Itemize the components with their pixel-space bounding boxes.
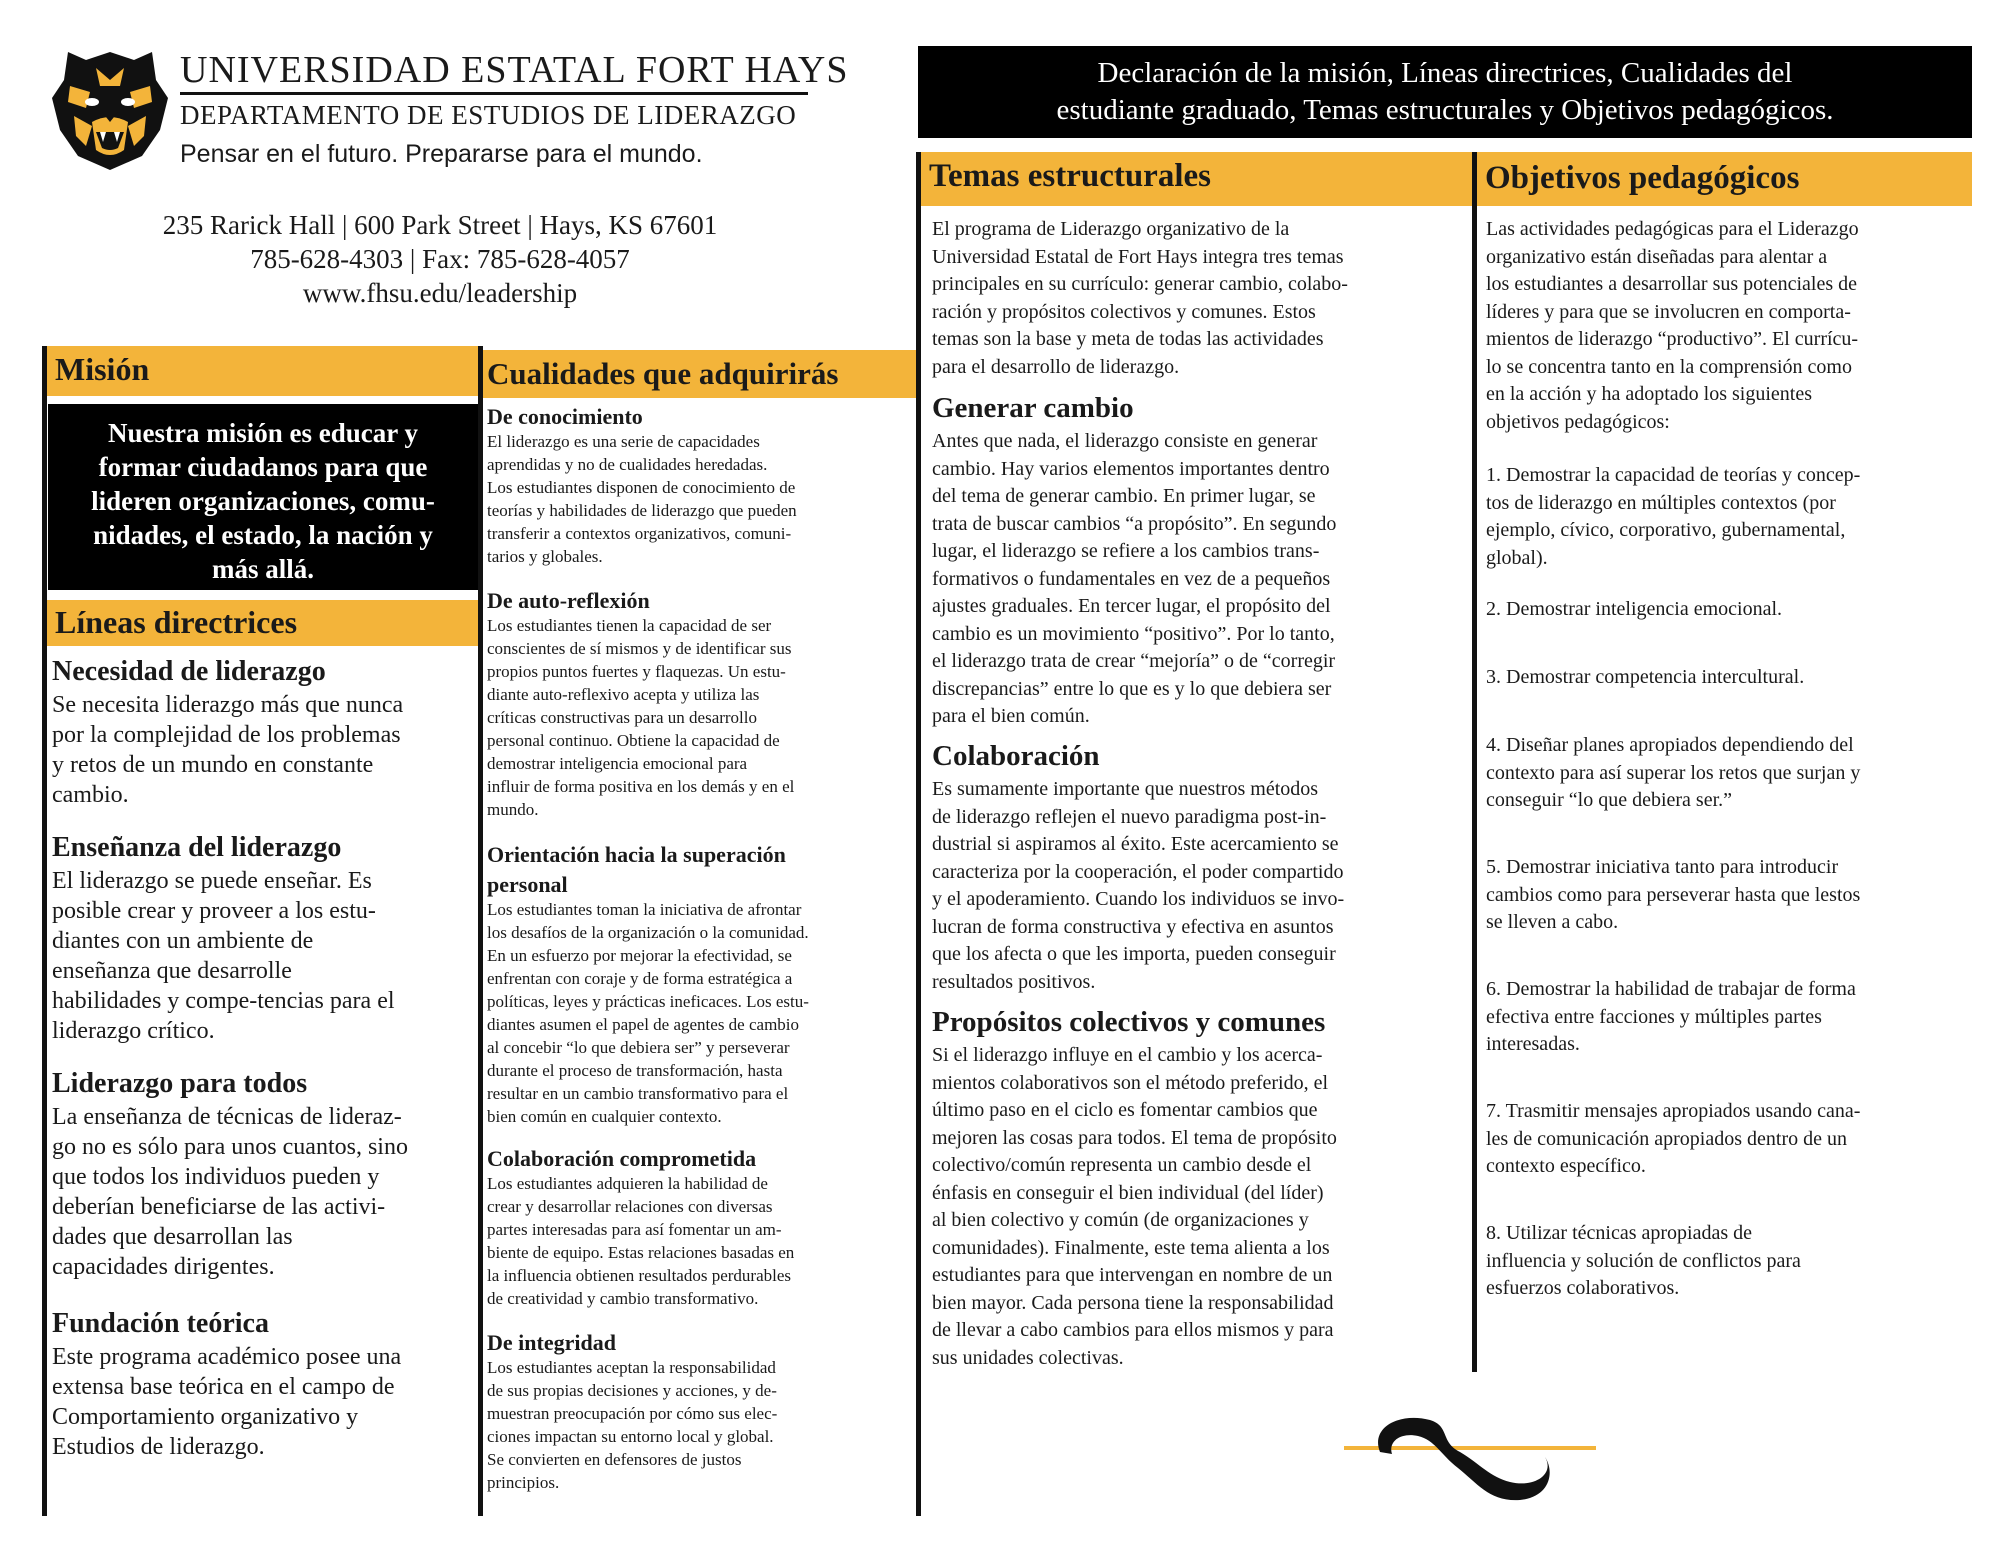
text-line: En un esfuerzo por mejorar la efectividad, se	[487, 946, 792, 965]
column-rule	[1472, 152, 1477, 1372]
text-line: propios puntos fuertes y flaquezas. Un estu-	[487, 662, 786, 681]
mision-heading: Misión	[47, 346, 478, 396]
text-line: durante el proceso de transformación, hasta	[487, 1061, 783, 1080]
text-line: capacidades dirigentes.	[52, 1254, 275, 1280]
text-line: influencia y solución de conflictos para	[1486, 1249, 1801, 1272]
text-line: resultar en un cambio transformativo para el	[487, 1084, 789, 1103]
text-line: estudiantes para que intervengan en nombre de un	[932, 1264, 1333, 1286]
cualidad-text	[487, 430, 797, 568]
text-line: conscientes de sí mismos y de identificar sus	[487, 639, 792, 658]
text-line: 7. Trasmitir mensajes apropiados usando cana-	[1486, 1100, 1861, 1122]
text-line: el liderazgo trata de crear “mejoría” o de “corregir	[932, 650, 1336, 672]
text-line: políticas, leyes y prácticas ineficaces. Los estu-	[487, 992, 809, 1011]
text-line: sus unidades colectivas.	[932, 1346, 1124, 1369]
text-line: diantes con un ambiente de	[52, 928, 314, 954]
text-line: Los estudiantes aceptan la responsabilidad	[487, 1358, 776, 1377]
address: 235 Rarick Hall | 600 Park Street | Hays, KS 67601	[162, 210, 718, 240]
cualidad-text	[487, 898, 809, 1128]
text-line: organizativo están diseñadas para alentar a	[1486, 245, 1828, 268]
text-line: personal continuo. Obtiene la capacidad de	[487, 731, 780, 750]
text-line: líderes y para que se involucren en comporta-	[1486, 300, 1851, 323]
objetivo-item	[1486, 1220, 1801, 1303]
text-line: diantes asumen el papel de agentes de cambio	[487, 1015, 800, 1034]
text-line: último paso en el ciclo es fomentar cambios que	[932, 1099, 1318, 1121]
text-line: 5. Demostrar iniciativa tanto para introducir	[1486, 856, 1839, 878]
cualidad-title-line: personal	[487, 872, 568, 897]
text-line: extensa base teórica en el campo de	[52, 1374, 395, 1400]
university-name: UNIVERSIDAD ESTATAL FORT HAYS	[180, 49, 849, 91]
banner-line: Declaración de la misión, Líneas directrices, Cualidades del	[1097, 57, 1793, 89]
text-line: dustrial si aspiramos al éxito. Este acercamiento se	[932, 833, 1339, 855]
text-line: comunidades). Finalmente, este tema alienta a los	[932, 1236, 1330, 1259]
text-line: aprendidas y no de cualidades heredadas.	[487, 455, 768, 474]
text-line: de llevar a cabo cambios para ellos mismos y para	[932, 1319, 1334, 1341]
text-line: ejemplo, cívico, corporativo, gubernamental,	[1486, 519, 1846, 541]
tema-text	[932, 776, 1344, 996]
cualidades-heading: Cualidades que adquirirás	[483, 350, 916, 398]
text-line: partes interesadas para así fomentar un am-	[487, 1220, 782, 1239]
text-line: y retos de un mundo en constante	[52, 752, 374, 778]
text-line: go no es sólo para unos cuantos, sino	[52, 1134, 408, 1160]
text-line: colectivo/común representa un cambio desde el	[932, 1154, 1312, 1176]
lineas-item-title: Fundación teórica	[52, 1308, 269, 1339]
text-line: por la complejidad de los problemas	[52, 722, 401, 748]
text-line: 3. Demostrar competencia intercultural.	[1486, 666, 1805, 688]
objetivo-item	[1486, 976, 1856, 1059]
cualidad-title: De auto-reflexión	[487, 588, 650, 613]
text-line: 2. Demostrar inteligencia emocional.	[1486, 598, 1783, 620]
objetivos-intro	[1486, 216, 1859, 436]
text-line: principales en su currículo: generar cambio, colabo-	[932, 273, 1348, 295]
text-line: Es sumamente importante que nuestros métodos	[932, 778, 1319, 800]
text-line: mejoren las cosas para todos. El tema de propósito	[932, 1126, 1337, 1149]
swash-ornament-icon	[1340, 1402, 1600, 1512]
text-line: que todos los individuos pueden y	[52, 1164, 380, 1190]
objetivo-item	[1486, 664, 1804, 692]
text-line: Los estudiantes toman la iniciativa de afrontar	[487, 900, 802, 919]
text-line: 6. Demostrar la habilidad de trabajar de forma	[1486, 978, 1856, 1000]
banner-line: estudiante graduado, Temas estructurales y Objetivos pedagógicos.	[1056, 94, 1834, 126]
lineas-item-title: Liderazgo para todos	[52, 1068, 308, 1099]
text-line: los desafíos de la organización o la comunidad.	[487, 923, 809, 942]
column-rule	[42, 346, 47, 1516]
text-line: 4. Diseñar planes apropiados dependiendo del	[1486, 734, 1854, 756]
text-line: posible crear y proveer a los estu-	[52, 898, 376, 924]
lineas-item-text	[52, 1342, 401, 1462]
text-line: efectiva entre facciones y múltiples partes	[1486, 1005, 1822, 1028]
text-line: bien mayor. Cada persona tiene la responsabilidad	[932, 1291, 1334, 1314]
text-line: cambio.	[52, 782, 129, 808]
objetivo-item	[1486, 732, 1860, 815]
text-line: tos de liderazgo en múltiples contextos (por	[1486, 491, 1836, 514]
text-line: 8. Utilizar técnicas apropiadas de	[1486, 1222, 1752, 1244]
text-line: cambio es un movimiento “positivo”. Por lo tanto,	[932, 622, 1335, 645]
objetivo-item	[1486, 1098, 1860, 1181]
mission-line: formar ciudadanos para que	[98, 452, 428, 482]
text-line: que los afecta o que les importa, pueden conseguir	[932, 943, 1336, 965]
text-line: conseguir “lo que debiera ser.”	[1486, 789, 1733, 811]
text-line: caracteriza por la cooperación, el poder compartido	[932, 860, 1344, 883]
title-rule	[180, 92, 808, 95]
cualidad-title: De conocimiento	[487, 404, 643, 429]
text-line: Comportamiento organizativo y	[52, 1404, 359, 1430]
temas-heading: Temas estructurales	[921, 152, 1472, 206]
text-line: del tema de generar cambio. En primer lugar, se	[932, 485, 1316, 507]
text-line: liderazgo crítico.	[52, 1018, 215, 1044]
text-line: biente de equipo. Estas relaciones basadas en	[487, 1243, 795, 1262]
cualidad-text	[487, 1356, 777, 1494]
text-line: diante auto-reflexivo acepta y utiliza las	[487, 685, 760, 704]
phone-fax: 785-628-4303 | Fax: 785-628-4057	[250, 244, 630, 274]
text-line: de liderazgo reflejen el nuevo paradigma post-in-	[932, 805, 1327, 828]
mission-line: más allá.	[211, 554, 314, 584]
mission-statement	[48, 404, 478, 590]
text-line: resultados positivos.	[932, 970, 1096, 993]
text-line: Estudios de liderazgo.	[52, 1434, 265, 1460]
lineas-item-text	[52, 866, 395, 1046]
text-line: lucran de forma constructiva y efectiva en asuntos	[932, 915, 1334, 938]
text-line: cambios como para perseverar hasta que lestos	[1486, 883, 1861, 906]
text-line: al bien colectivo y común (de organizaciones y	[932, 1209, 1309, 1231]
text-line: interesadas.	[1486, 1033, 1580, 1055]
text-line: Si el liderazgo influye en el cambio y los acerca-	[932, 1044, 1323, 1066]
objetivo-item	[1486, 596, 1782, 624]
tiger-head-icon	[46, 46, 174, 174]
text-line: Universidad Estatal de Fort Hays integra tres temas	[932, 245, 1344, 268]
text-line: La enseñanza de técnicas de lideraz-	[52, 1104, 402, 1130]
text-line: El programa de Liderazgo organizativo de la	[932, 218, 1290, 240]
text-line: demostrar inteligencia emocional para	[487, 754, 748, 773]
text-line: 1. Demostrar la capacidad de teorías y concep-	[1486, 464, 1861, 486]
text-line: los estudiantes a desarrollar sus potenciales de	[1486, 273, 1857, 295]
text-line: para el desarrollo de liderazgo.	[932, 355, 1180, 378]
text-line: mientos de liderazgo “productivo”. El currícu-	[1486, 328, 1859, 350]
text-line: Los estudiantes disponen de conocimiento de	[487, 478, 796, 497]
column-rule	[478, 346, 483, 1516]
tagline: Pensar en el futuro. Prepararse para el mundo.	[180, 140, 703, 168]
text-line: se lleven a cabo.	[1486, 911, 1619, 933]
text-line: enfrentan con coraje y de forma estratégica a	[487, 969, 793, 988]
objetivo-item	[1486, 854, 1860, 937]
text-line: cambio. Hay varios elementos importantes dentro	[932, 457, 1330, 480]
website-link[interactable]: www.fhsu.edu/leadership	[302, 278, 578, 308]
text-line: Las actividades pedagógicas para el Liderazgo	[1486, 218, 1859, 240]
text-line: para el bien común.	[932, 705, 1090, 727]
text-line: Este programa académico posee una	[52, 1344, 402, 1370]
text-line: y el apoderamiento. Cuando los individuos se invo-	[932, 888, 1345, 910]
text-line: muestran preocupación por cómo sus elec-	[487, 1404, 778, 1423]
text-line: bien común en cualquier contexto.	[487, 1107, 722, 1126]
text-line: crear y desarrollar relaciones con diversas	[487, 1197, 773, 1216]
text-line: deberían beneficiarse de las activi-	[52, 1194, 386, 1220]
text-line: enseñanza que desarrolle	[52, 958, 292, 984]
lineas-item-title: Enseñanza del liderazgo	[52, 832, 342, 863]
text-line: teorías y habilidades de liderazgo que pueden	[487, 501, 797, 520]
cualidad-title-line: Orientación hacia la superación	[487, 842, 786, 867]
objetivo-item	[1486, 462, 1860, 572]
text-line: Los estudiantes tienen la capacidad de ser	[487, 616, 772, 635]
cualidad-title: De integridad	[487, 1330, 616, 1355]
tema-title: Propósitos colectivos y comunes	[932, 1006, 1326, 1038]
text-line: mientos colaborativos son el método preferido, el	[932, 1071, 1329, 1094]
text-line: El liderazgo se puede enseñar. Es	[52, 868, 372, 894]
text-line: objetivos pedagógicos:	[1486, 410, 1670, 433]
text-line: ajustes graduales. En tercer lugar, el propósito del	[932, 595, 1331, 617]
text-line: ración y propósitos colectivos y comunes. Estos	[932, 300, 1316, 323]
text-line: Se necesita liderazgo más que nunca	[52, 692, 404, 718]
text-line: transferir a contextos organizativos, comuni-	[487, 524, 792, 543]
text-line: trata de buscar cambios “a propósito”. En segundo	[932, 512, 1337, 535]
text-line: les de comunicación apropiados dentro de un	[1486, 1127, 1847, 1150]
text-line: dades que desarrollan las	[52, 1224, 293, 1250]
mission-line: nidades, el estado, la nación y	[93, 520, 433, 550]
text-line: habilidades y compe-tencias para el	[52, 988, 395, 1014]
text-line: lugar, el liderazgo se refiere a los cambios trans-	[932, 540, 1320, 562]
cualidad-title: Colaboración comprometida	[487, 1146, 757, 1171]
text-line: la influencia obtienen resultados perdurables	[487, 1266, 791, 1285]
text-line: influir de forma positiva en los demás y en el	[487, 777, 795, 796]
text-line: principios.	[487, 1473, 560, 1492]
cualidad-text	[487, 614, 794, 821]
text-line: en la acción y ha adoptado los siguientes	[1486, 383, 1813, 405]
lineas-heading: Líneas directrices	[47, 600, 478, 646]
text-line: de creatividad y cambio transformativo.	[487, 1289, 759, 1308]
tema-text	[932, 1042, 1337, 1372]
text-line: tarios y globales.	[487, 547, 603, 566]
text-line: contexto específico.	[1486, 1155, 1646, 1177]
text-line: esfuerzos colaborativos.	[1486, 1277, 1680, 1299]
text-line: discrepancias” entre lo que es y lo que debiera ser	[932, 677, 1332, 700]
cualidad-title	[487, 840, 786, 900]
tema-title: Generar cambio	[932, 392, 1134, 424]
lineas-item-text	[52, 1102, 408, 1282]
tema-text	[932, 428, 1336, 731]
text-line: Antes que nada, el liderazgo consiste en generar	[932, 430, 1318, 452]
text-line: Se convierten en defensores de justos	[487, 1450, 742, 1469]
column-rule	[916, 152, 921, 1516]
cualidad-text	[487, 1172, 794, 1310]
text-line: Los estudiantes adquieren la habilidad de	[487, 1174, 768, 1193]
mission-line: lideren organizaciones, comu-	[91, 486, 435, 516]
text-line: formativos o fundamentales en vez de a pequeños	[932, 567, 1331, 590]
lineas-item-text	[52, 690, 403, 810]
department-name: DEPARTAMENTO DE ESTUDIOS DE LIDERAZGO	[180, 100, 797, 130]
text-line: global).	[1486, 546, 1548, 569]
text-line: al concebir “lo que debiera ser” y perseverar	[487, 1038, 790, 1057]
mission-line: Nuestra misión es educar y	[108, 418, 418, 448]
objetivos-heading: Objetivos pedagógicos	[1477, 152, 1972, 206]
text-line: lo se concentra tanto en la comprensión como	[1486, 355, 1852, 378]
text-line: énfasis en conseguir el bien individual (del líder)	[932, 1181, 1324, 1204]
temas-intro	[932, 216, 1348, 381]
title-banner	[918, 46, 1972, 138]
lineas-item-title: Necesidad de liderazgo	[52, 656, 326, 687]
tema-title: Colaboración	[932, 740, 1100, 772]
text-line: temas son la base y meta de todas las actividades	[932, 328, 1324, 350]
text-line: críticas constructivas para un desarrollo	[487, 708, 758, 727]
text-line: de sus propias decisiones y acciones, y de-	[487, 1381, 777, 1400]
text-line: contexto para así superar los retos que surjan y	[1486, 761, 1861, 784]
text-line: El liderazgo es una serie de capacidades	[487, 432, 760, 451]
text-line: mundo.	[487, 800, 539, 819]
text-line: ciones impactan su entorno local y global.	[487, 1427, 774, 1446]
